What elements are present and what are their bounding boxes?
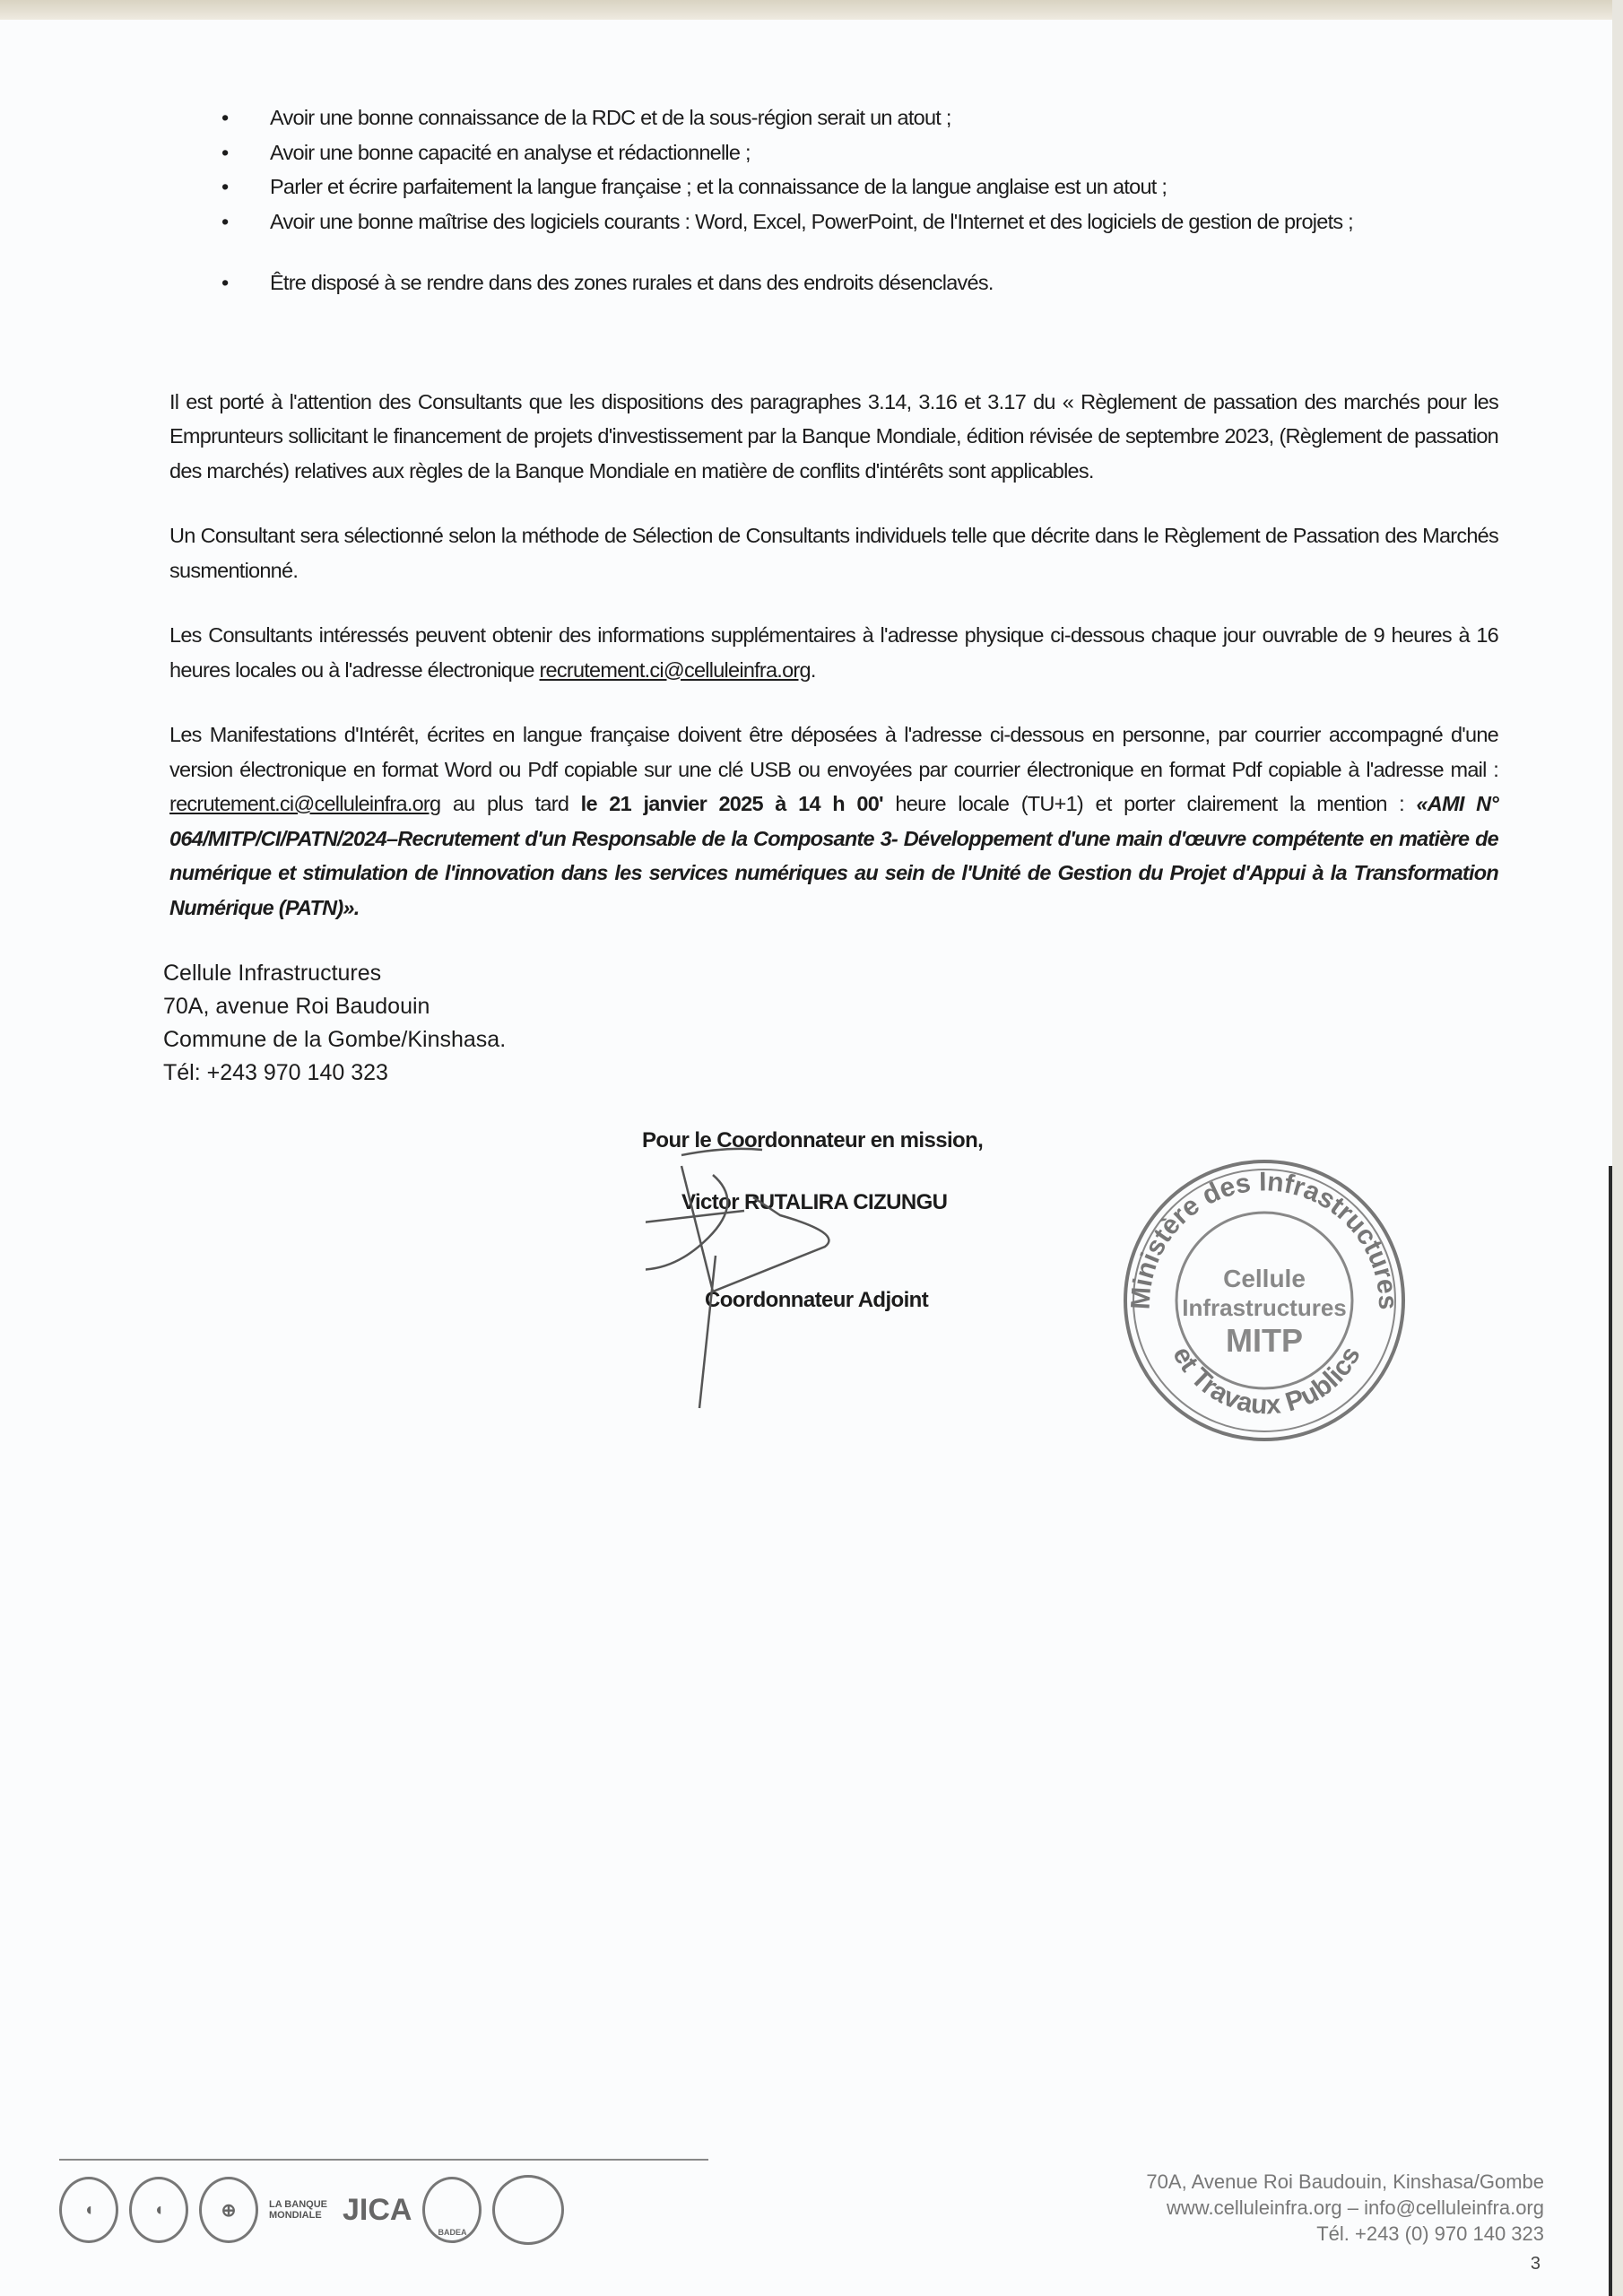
official-stamp [1116, 1152, 1412, 1448]
world-bank-logo-text: LA BANQUE MONDIALE [269, 2199, 327, 2221]
badea-logo-icon: BADEA [422, 2177, 482, 2243]
footer-contact: 70A, Avenue Roi Baudouin, Kinshasa/Gombe www.celluleinfra.org – info@celluleinfra.org Tél. +243 (0) 970 140 323 [1146, 2170, 1544, 2245]
document-body [163, 100, 1499, 1090]
bullet-icon: • [221, 140, 229, 164]
stamp-center-line: Infrastructures [1182, 1294, 1347, 1321]
handwritten-signature [646, 1130, 1148, 1417]
info-paragraph: Les Consultants intéressés peuvent obtenir des informations supplémentaires à l'adresse physique ci-dessous chaque jour ouvrable de 9 heures à 16 heures locales ou à l'adresse électronique recrutement.ci@celluleinfra.org. [169, 623, 1498, 682]
africa-logo-icon: ◖ [59, 2177, 118, 2243]
list-item: • Avoir une bonne connaissance de la RDC et de la sous-région serait un atout ; [221, 100, 1498, 135]
list-item: • Avoir une bonne capacité en analyse et rédactionnelle ; [221, 135, 1498, 170]
email-link[interactable]: recrutement.ci@celluleinfra.org [169, 792, 441, 815]
requirements-list [221, 100, 1498, 300]
bullet-icon: • [221, 175, 229, 198]
signatory-title: Coordonnateur Adjoint [705, 1288, 929, 1312]
bullet-icon: • [221, 271, 229, 294]
list-item: • Parler et écrire parfaitement la langue française ; et la connaissance de la langue anglaise est un atout ; [221, 170, 1498, 204]
scan-top-border [0, 0, 1623, 20]
signature-for-label: Pour le Coordonnateur en mission, [642, 1128, 984, 1152]
ami-mention: «AMI N° 064/MITP/CI/PATN/2024–Recrutement d'un Responsable de la Composante 3- Développement d'une main d'œuvre compétente en matière de numérique et stimulation de l'innovation dans les services numériques au sein de l'Unité de Gestion du Projet d'Appui à la Transformation Numérique (PATN)». [169, 792, 1499, 919]
scan-edge-shadow [1609, 1166, 1612, 2296]
footer-divider [59, 2159, 708, 2161]
page-number: 3 [1530, 2254, 1541, 2274]
fund-logo-icon [492, 2175, 564, 2245]
stamp-center-line: Cellule [1223, 1265, 1306, 1292]
signatory-name: Victor RUTALIRA CIZUNGU [681, 1190, 948, 1214]
world-bank-globe-icon: ⊕ [199, 2177, 258, 2243]
stamp-center-line: MITP [1226, 1322, 1303, 1359]
stamp-ring-top: Ministère des Infrastructures [1125, 1167, 1403, 1310]
stamp-ring-bottom: et Travaux Publics [1167, 1342, 1367, 1421]
contact-address: Cellule Infrastructures 70A, avenue Roi Baudouin Commune de la Gombe/Kinshasa. Tél: +243 970 140 323 [163, 961, 507, 1085]
list-item: • Avoir une bonne maîtrise des logiciels courants : Word, Excel, PowerPoint, de l'Internet et des logiciels de gestion de projets ; [221, 204, 1498, 239]
partner-logos [59, 2175, 564, 2245]
email-link[interactable]: recrutement.ci@celluleinfra.org [539, 657, 811, 682]
selection-paragraph: Un Consultant sera sélectionné selon la méthode de Sélection de Consultants individuels telle que décrite dans le Règlement de Passation des Marchés susmentionné. [169, 524, 1498, 582]
conflicts-paragraph: Il est porté à l'attention des Consultants que les dispositions des paragraphes 3.14, 3.16 et 3.17 du « Règlement de passation des marchés pour les Emprunteurs sollicitant le financement de projets d'investissement par la Banque Mondiale, édition révisée de septembre 2023, (Règlement de passation des marchés) relatives aux règles de la Banque Mondiale en matière de conflits d'intérêts sont applicables. [169, 389, 1498, 483]
jica-logo: JICA [343, 2192, 412, 2227]
deadline: le 21 janvier 2025 à 14 h 00' [580, 792, 883, 815]
submission-paragraph: Les Manifestations d'Intérêt, écrites en langue française doivent être déposées à l'adresse ci-dessous en personne, par courrier accompagné d'une version électronique en format Word ou Pdf copiable sur une clé USB ou envoyées par courrier électronique en format Pdf copiable à l'adresse mail : recrutement.ci@celluleinfra.org au plus tard le 21 janvier 2025 à 14 h 00' heure locale (TU+1) et porter clairement la mention : «AMI N° 064/MITP/CI/PATN/2024–Recrutement d'un Responsable de la Composante 3- Développement d'une main d'œuvre compétente en matière de numérique et stimulation de l'innovation dans les services numériques au sein de l'Unité de Gestion du Projet d'Appui à la Transformation Numérique (PATN)». [169, 723, 1499, 919]
africa-logo-icon: ◖ [129, 2177, 188, 2243]
list-item: • Être disposé à se rendre dans des zones rurales et dans des endroits désenclavés. [221, 265, 1498, 300]
bullet-icon: • [221, 106, 229, 129]
scan-right-border [1612, 0, 1623, 2296]
bullet-icon: • [221, 209, 229, 233]
